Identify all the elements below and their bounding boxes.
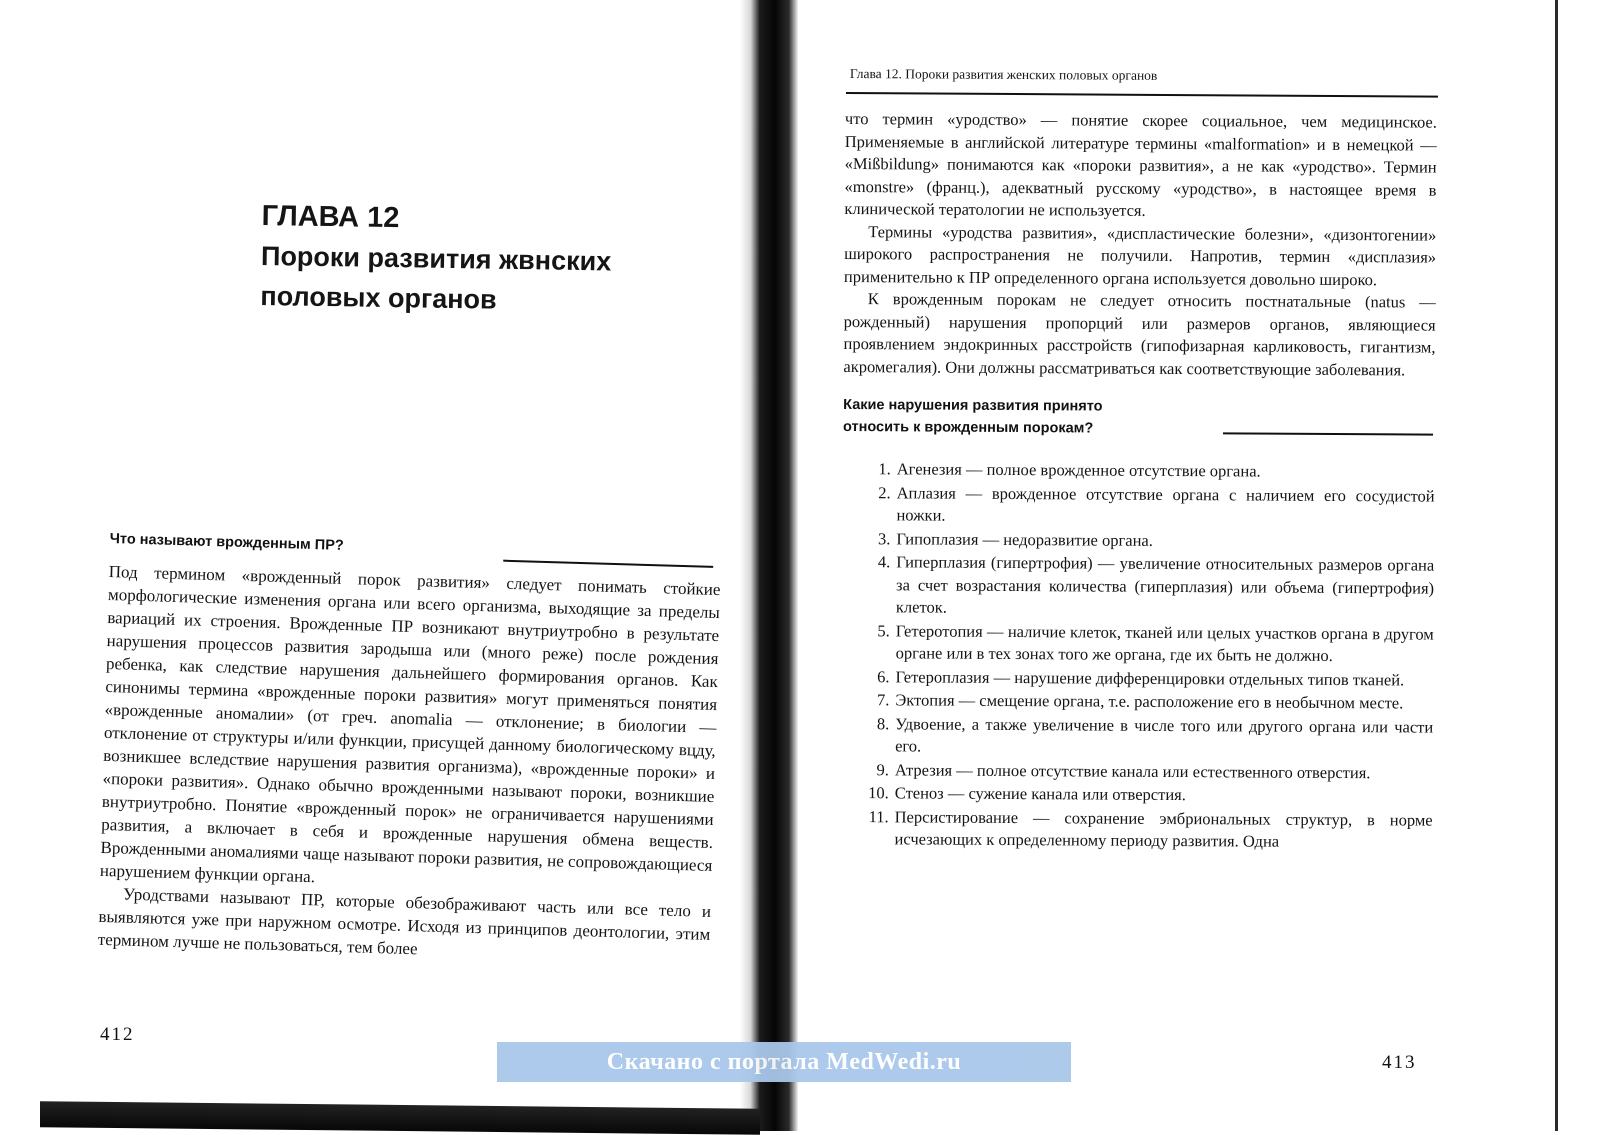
paragraph: К врожденным порокам не следует относить постнатальные (natus — рожденный) нарушения пропорций или размеров органов, являющиеся проявлением эндокринных расстройств (гипофизарная карликовость, гигантизм, акромегалия). Они должны рассматриваться как соответствующие заболевания. xyxy=(843,289,1436,379)
question-heading xyxy=(843,394,1435,442)
question-line-1: Какие нарушения развития принято xyxy=(843,396,1103,415)
list-number: 11. xyxy=(868,806,889,826)
list-number: 1. xyxy=(878,459,891,479)
list-text: Атрезия — полное отсутствие канала или естественного отверстия. xyxy=(894,759,1371,782)
paragraph: Уродствами называют ПР, которые обезображивают часть или все тело и выявляются уже при наружном осмотре. Исходя из принципов деонтологии, этим термином лучше не пользоваться, тем более xyxy=(97,884,712,959)
list-item xyxy=(860,806,1432,854)
list-text: Агенезия — полное врожденное отсутствие органа. xyxy=(896,459,1261,481)
term-list xyxy=(840,458,1434,854)
list-text: Гиперплазия (гипертрофия) — увеличение относительных размеров органа за счет возрастания количества (гиперплазия) или объема (гипертрофия) клеток. xyxy=(895,552,1435,617)
list-item xyxy=(861,782,1433,808)
list-text: Персистирование — сохранение эмбриональных структур, в норме исчезающих к определенному периоду развития. Одна xyxy=(894,806,1433,851)
left-body xyxy=(98,530,722,969)
left-page xyxy=(0,0,760,1131)
list-number: 4. xyxy=(877,552,891,572)
list-text: Гипоплазия — недоразвитие органа. xyxy=(896,528,1153,550)
list-number: 9. xyxy=(876,759,890,779)
list-number: 10. xyxy=(868,783,889,803)
page-number-left: 412 xyxy=(100,1024,135,1045)
list-number: 2. xyxy=(878,482,891,502)
question-line-2: относить к врожденным порокам? xyxy=(843,418,1094,437)
page-number-right: 413 xyxy=(1382,1052,1417,1073)
heading-rule xyxy=(503,560,713,568)
chapter-title-line-2: половых органов xyxy=(260,280,497,315)
list-text: Гетероплазия — нарушение дифференцировки отдельных типов тканей. xyxy=(895,666,1405,689)
list-text: Стеноз — сужение канала или отверстия. xyxy=(894,783,1186,805)
chapter-title-line-1: Пороки развития жвнских xyxy=(260,240,612,277)
list-item xyxy=(862,551,1434,622)
paragraph: Под термином «врожденный порок развития» следует понимать стойкие морфологические изменения органа или всего организма, выходящие за пределы вариаций их строения. Врожденные ПР возникают внутриутробно в результате нарушения процессов развития зародыша или (много реже) после рождения ребенка, как следствие нарушения дальнейшего формирования органов. Как синонимы термина «врожденные пороки развития» могут применяться понятия «врожденные аномалии» (от греч. anomalia — отклонение; в биологии — отклонение от структуры и/или функции, присущей данному биологическому вцду, возникшее вследствие нарушения развития организма), «врожденные пороки» и «пороки развития». Однако обычно врожденными называют пороки, возникшие внутриутробно. Понятие «врожденный порок» не ограничивается нарушениями развития, а включает в себя и врожденные нарушения обмена веществ. Врожденными аномалиями чаще называют пороки развития, не сопровождающиеся нарушением функции органа. xyxy=(99,561,721,887)
list-item xyxy=(862,620,1434,668)
list-text: Эктопия — смещение органа, т.е. расположение его в необычном месте. xyxy=(895,690,1404,713)
list-item xyxy=(861,689,1433,715)
list-item xyxy=(863,458,1435,484)
chapter-title-block xyxy=(260,196,702,323)
list-item xyxy=(861,666,1433,692)
list-item xyxy=(861,759,1433,785)
paragraph: Термины «уродства развития», «диспластические болезни», «дизонтогении» широкого распространения не получили. Напротив, термин «дисплазия» применительно к ПР определенного органа используется довольно широко. xyxy=(843,221,1437,289)
list-item xyxy=(861,713,1433,761)
right-body xyxy=(840,108,1437,855)
list-item xyxy=(862,482,1434,530)
watermark-banner: Скачано с портала MedWedi.ru xyxy=(497,1042,1071,1082)
list-number: 5. xyxy=(877,620,890,640)
paragraph: что термин «уродство» — понятие скорее социальное, чем медицинское. Применяемые в английской литературе термины «malformation» и в немецкой — «Mißbildung» понимаются как «пороки развития», а не как «уродство». Термин «monstre» (франц.), адекватный русскому «уродство», в настоящее время в клинической тератологии не используется. xyxy=(844,108,1437,220)
running-head: Глава 12. Пороки развития женских половых органов xyxy=(849,66,1158,83)
list-number: 7. xyxy=(876,690,890,710)
list-number: 6. xyxy=(877,666,890,686)
chapter-number: ГЛАВА 12 xyxy=(261,199,400,235)
right-page xyxy=(790,0,1600,1131)
list-number: 8. xyxy=(876,713,890,733)
list-text: Гетеротопия — наличие клеток, тканей или целых участков органа в другом органе или в тех зонах того же органа, где их быть не должно. xyxy=(895,620,1434,665)
list-text: Аплазия — врожденное отсутствие органа с наличием его сосудистой ножки. xyxy=(896,482,1435,525)
list-item xyxy=(862,528,1434,554)
list-number: 3. xyxy=(877,528,891,548)
section-heading: Что называют врожденным ПР? xyxy=(109,530,344,554)
running-head-rule xyxy=(846,92,1438,98)
list-text: Удвоение, а также увеличение в числе того или другого органа или части его. xyxy=(895,713,1434,756)
